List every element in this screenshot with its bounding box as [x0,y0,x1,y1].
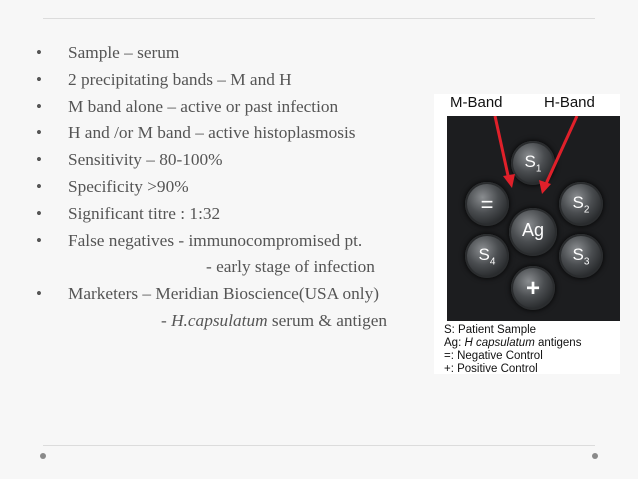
legend-pos: +: Positive Control [444,363,538,375]
h-band-label: H-Band [544,94,595,111]
well-s4: $S_4$ [465,234,509,278]
h-band-arrow [545,116,577,186]
bottom-left-dot [40,453,46,459]
bullet-item: • H and /or M band – active histoplasmosis [36,123,356,143]
bottom-right-dot [592,453,598,459]
h-band-arrowhead [539,180,551,194]
gel-photo [447,116,620,321]
bullet-item: • Sensitivity – 80-100% [36,150,223,170]
figure-legend [444,324,581,376]
bullet-item: • M band alone – active or past infection [36,96,339,116]
well-antigen: Ag [509,208,557,256]
bullet-item: • False negatives - immunocompromised pt. [36,230,363,250]
m-band-label: M-Band [450,94,503,111]
bullet-continuation: - H.capsulatum serum & antigen [161,310,388,330]
bullet-item: • Marketers – Meridian Bioscience(USA only) [36,284,379,304]
m-band-arrowhead [503,174,515,188]
slide-bottom-rule [43,445,595,446]
legend-ag: Ag: H capsulatum antigens [444,337,582,349]
m-band-arrow [495,116,509,180]
immunodiffusion-figure [434,94,620,374]
legend-s: S: Patient Sample [444,324,537,336]
well-s1: $S_1$ [511,141,555,185]
slide-top-rule [43,18,595,19]
well-s2: $S_2$ [559,182,603,226]
italic-species-name: H.capsulatum [171,310,268,330]
bullet-continuation: - early stage of infection [206,257,375,277]
bullet-item: • Significant titre : 1:32 [36,203,221,223]
well-s3: $S_3$ [559,234,603,278]
well-positive-control: + [511,266,555,310]
legend-neg: =: Negative Control [444,350,543,362]
bullet-item: • Sample – serum [36,43,180,62]
bullet-item: • 2 precipitating bands – M and H [36,69,292,89]
well-negative-control: = [465,182,509,226]
bullet-list [36,40,456,335]
band-arrows [447,116,620,321]
bullet-item: • Specificity >90% [36,176,189,196]
